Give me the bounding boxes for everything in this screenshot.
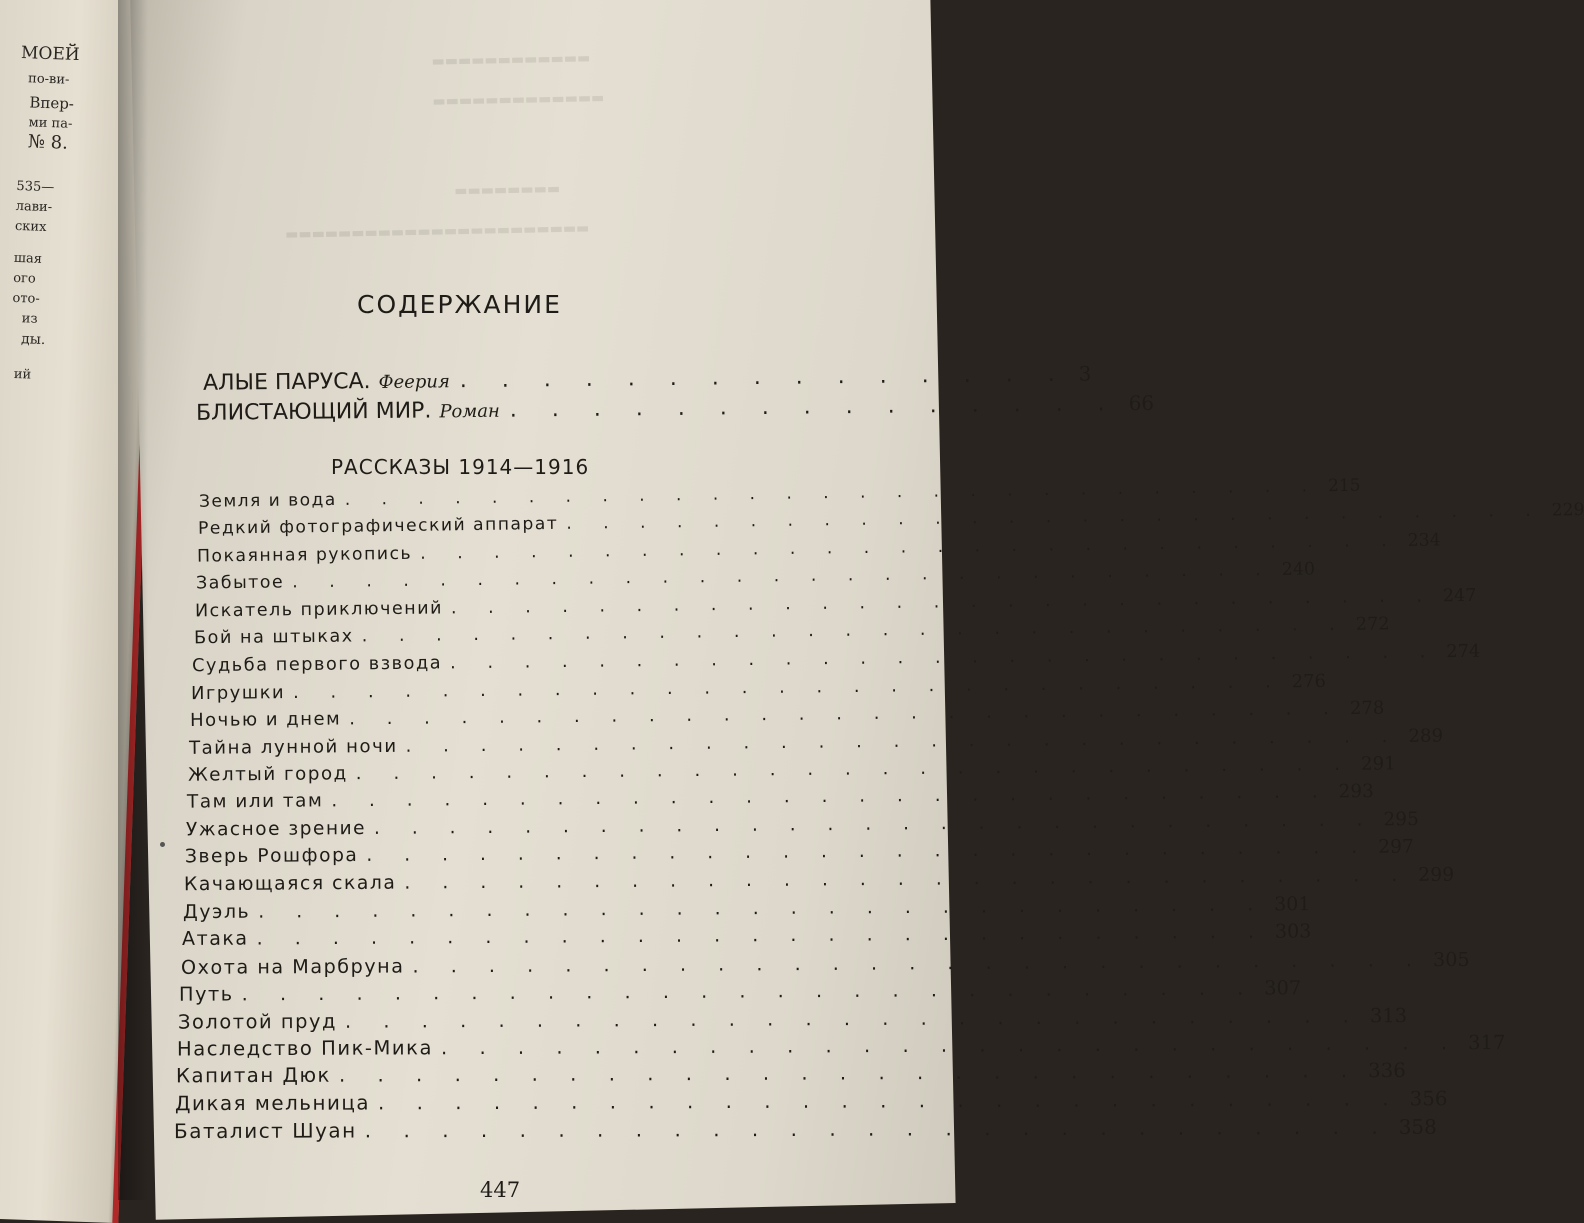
story-page: 229 — [1551, 500, 1584, 521]
story-row — [192, 641, 1481, 677]
story-row — [191, 670, 1327, 704]
story-page: 301 — [1273, 893, 1311, 916]
story-page: 234 — [1407, 530, 1441, 551]
story-row — [175, 1087, 1448, 1116]
story-page: 313 — [1370, 1003, 1408, 1027]
story-title: Золотой пруд — [178, 1009, 338, 1034]
left-fragment: Впер- — [29, 93, 75, 113]
story-page: 295 — [1383, 808, 1419, 831]
story-row — [176, 1059, 1407, 1088]
story-title: Дикая мельница — [175, 1091, 371, 1116]
leader-dots: . . . . . . . . . . . . . . . . . . . . . . . . . . . — [366, 837, 1371, 867]
main-item-row — [202, 361, 1092, 396]
leader-dots: . . . . . . . . . . . . . . . . . . . . . . . . . . . — [344, 476, 1321, 510]
left-fragment: ото- — [12, 290, 41, 307]
main-item-genre: Феерия — [378, 371, 450, 393]
story-row — [196, 530, 1441, 567]
story-page: 293 — [1338, 781, 1374, 803]
leader-dots: . . . . . . . . . . . . . . . . . . . . . . . . . . . — [291, 560, 1274, 593]
main-item-title: АЛЫЕ ПАРУСА. — [202, 369, 371, 396]
page-number: 447 — [480, 1178, 521, 1202]
left-fragment: лави- — [15, 198, 53, 216]
story-row — [189, 725, 1444, 759]
story-title: Тайна лунной ночи — [189, 735, 398, 759]
margin-dot — [160, 842, 165, 847]
story-title: Бой на штыках — [193, 626, 354, 649]
left-fragment: из — [21, 311, 38, 327]
story-title: Искатель приключений — [194, 598, 443, 622]
leader-dots: . . . . . . . . . . . . . . . . . . . . . . . . . . . — [450, 641, 1439, 674]
story-page: 240 — [1281, 559, 1315, 581]
story-row — [184, 836, 1414, 868]
main-item-page: 3 — [1078, 361, 1092, 386]
story-page: 358 — [1398, 1114, 1437, 1140]
story-title: Дуэль — [182, 900, 250, 924]
leader-dots: . . . . . . . . . . . . . . . . . . . . . . . . . . . — [441, 1031, 1461, 1060]
leader-dots: . . . . . . . . . . . . . . . . . . . . . . . . . . . — [450, 585, 1435, 618]
story-title: Качающаяся скала — [183, 872, 397, 895]
story-page: 336 — [1368, 1059, 1407, 1083]
left-fragment: ды. — [20, 331, 46, 349]
leader-dots: . . . . . . . . . . . . . . . . . . . . . . . . . . . — [419, 530, 1400, 564]
story-page: 305 — [1432, 947, 1470, 971]
left-fragment: по-ви- — [27, 71, 70, 88]
story-title: Земля и вода — [198, 489, 337, 512]
story-title: Атака — [181, 927, 249, 951]
story-row — [181, 920, 1312, 951]
story-row — [193, 614, 1390, 649]
story-row — [198, 475, 1361, 512]
story-row — [177, 1031, 1506, 1061]
leader-dots: . . . . . . . . . . . . . . . . . . . . . . . . . . . — [405, 725, 1401, 757]
story-page: 303 — [1274, 920, 1312, 944]
right-page: ▬▬▬▬▬▬▬▬▬▬▬▬ ▬▬▬▬▬▬▬▬▬▬▬▬▬ ▬▬▬▬▬▬▬▬ ▬▬▬▬▬▬▬▬▬▬▬▬▬▬▬▬▬▬▬▬▬▬▬ — [130, 0, 956, 1220]
left-fragment: ских — [14, 218, 47, 235]
leader-dots: . . . . . . . . . . . . . . . . . . . . . . . . . . . — [241, 976, 1257, 1006]
story-title: Наследство Пик-Мика — [177, 1036, 434, 1061]
story-title: Путь — [179, 982, 235, 1006]
leader-dots: . . . . . . . . . . . . . . . . . . . . . . . . . . . — [404, 864, 1411, 894]
leader-dots: . . . . . . . . . . . . . . . . . . . . . . . . . . . — [257, 893, 1266, 923]
story-title: Там или там — [186, 790, 324, 814]
main-item-page: 66 — [1128, 390, 1155, 416]
leader-dots: . . . . . . . . . . . . . . . . . . . . . . . . . . . — [339, 1059, 1361, 1088]
story-row — [183, 864, 1455, 895]
left-fragment: ми па- — [28, 115, 73, 132]
story-row — [194, 585, 1477, 622]
left-fragment: 535— — [16, 178, 55, 196]
leader-dots: . . . . . . . . . . . . . . . . . . . . . . . . . . . — [566, 500, 1544, 535]
leader-dots: . . . . . . . . . . . . . . . . . . . . . . . . . . . — [331, 781, 1331, 812]
leader-dots: . . . . . . . . . . . . . . . . . . . . . . . . . . . — [378, 1087, 1402, 1115]
story-row — [178, 1003, 1408, 1034]
story-page: 278 — [1350, 697, 1385, 720]
leader-dots: . . . . . . . . . . . . . . . . . . . . . . . . . . . — [373, 809, 1376, 839]
section-title: РАССКАЗЫ 1914—1916 — [331, 455, 590, 479]
main-item-row — [195, 390, 1155, 426]
leader-dots: . . . . . . . . . . . . . . . . . . . . . . . . . . . — [256, 921, 1267, 950]
leader-dots: . . . . . . . . . . . . . . . . . . . . . . . . . . . — [361, 614, 1348, 647]
story-page: 215 — [1327, 475, 1361, 497]
leader-dots: . . . . . . . . . . . . . . . — [509, 391, 1119, 423]
leader-dots: . . . . . . . . . . . . . . . . . . . . . . . . . . . — [349, 698, 1343, 730]
story-page: 274 — [1446, 641, 1481, 663]
story-row — [195, 559, 1315, 594]
page-title: СОДЕРЖАНИЕ — [357, 290, 562, 319]
story-page: 307 — [1264, 976, 1302, 1000]
left-fragment: № 8. — [27, 131, 69, 154]
story-page: 291 — [1361, 753, 1397, 775]
main-item-genre: Роман — [439, 400, 500, 423]
story-title: Капитан Дюк — [176, 1064, 332, 1088]
leader-dots: . . . . . . . . . . . . . . . . . . . . . . . . . . . — [364, 1115, 1391, 1143]
story-page: 297 — [1377, 836, 1414, 858]
leader-dots: . . . . . . . . . . . . . . . . . . . . . . . . . . . — [411, 947, 1425, 978]
story-page: 317 — [1468, 1031, 1506, 1055]
story-title: Игрушки — [191, 681, 286, 704]
story-title: Судьба первого взвода — [192, 652, 443, 677]
story-row — [173, 1114, 1437, 1144]
leader-dots: . . . . . . . . . . . . . . . — [459, 361, 1069, 394]
leader-dots: . . . . . . . . . . . . . . . . . . . . . . . . . . . — [355, 753, 1354, 785]
story-page: 356 — [1409, 1087, 1448, 1111]
story-title: Забытое — [195, 572, 285, 594]
left-fragment: шая — [13, 250, 43, 267]
story-row — [188, 753, 1397, 786]
left-fragment: ого — [12, 270, 36, 287]
story-page: 276 — [1292, 670, 1327, 693]
left-fragment: МОЕЙ — [20, 43, 80, 66]
left-fragment: ий — [13, 366, 32, 383]
leader-dots: . . . . . . . . . . . . . . . . . . . . . . . . . . . — [293, 671, 1285, 703]
story-title: Желтый город — [188, 763, 348, 786]
story-title: Зверь Рошфора — [184, 845, 359, 868]
story-title: Охота на Марбруна — [180, 954, 405, 979]
story-title: Покаянная рукопись — [196, 543, 413, 567]
story-row — [190, 697, 1385, 732]
story-page: 247 — [1442, 585, 1477, 606]
story-title: Редкий фотографический аппарат — [197, 514, 559, 540]
story-title: Баталист Шуан — [173, 1118, 357, 1144]
story-row — [180, 947, 1470, 979]
story-page: 299 — [1417, 864, 1455, 886]
story-row — [185, 808, 1419, 841]
story-title: Ночью и днем — [190, 708, 342, 732]
story-page: 289 — [1408, 725, 1444, 747]
story-row — [179, 976, 1302, 1006]
leader-dots: . . . . . . . . . . . . . . . . . . . . . . . . . . . — [345, 1003, 1363, 1033]
main-item-title: БЛИСТАЮЩИЙ МИР. — [195, 398, 432, 426]
story-row — [186, 781, 1374, 814]
story-row — [182, 893, 1311, 924]
story-title: Ужасное зрение — [185, 817, 367, 841]
story-page: 272 — [1355, 614, 1390, 635]
